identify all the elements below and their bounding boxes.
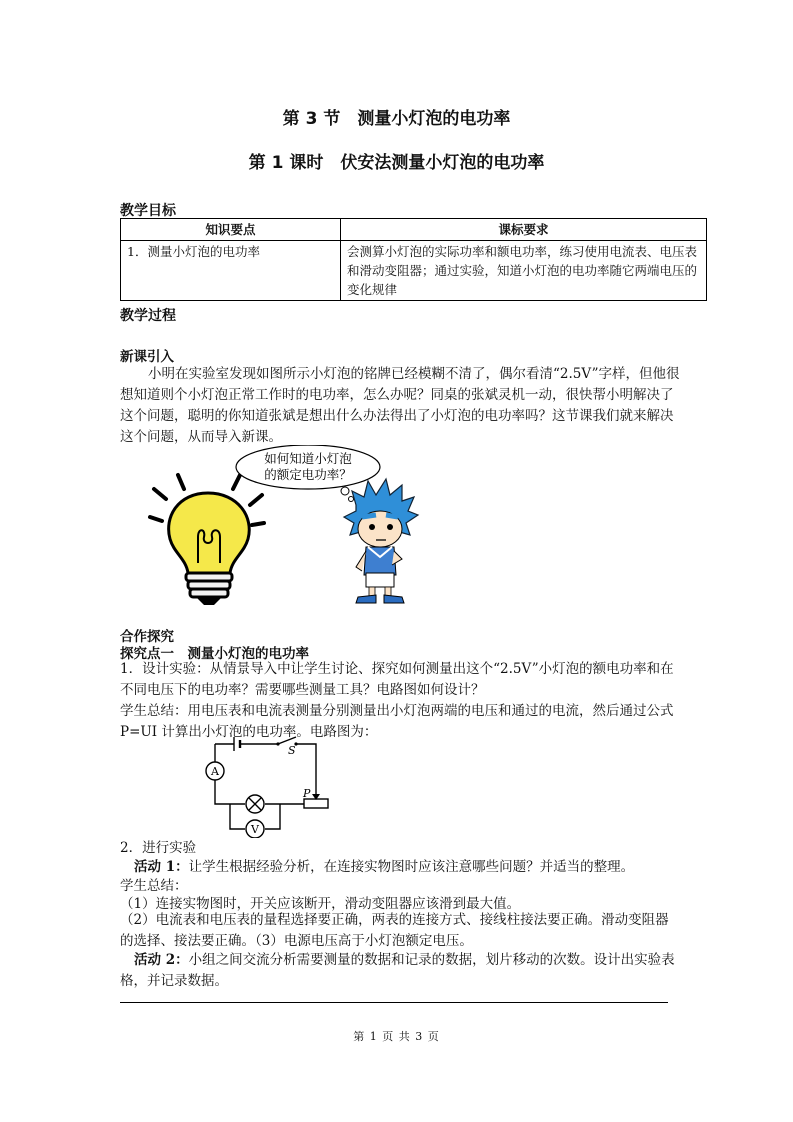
- bubble-text-line1: 如何知道小灯泡: [264, 451, 352, 466]
- slider-label: P: [303, 787, 311, 800]
- activity2: [120, 950, 680, 992]
- intro-paragraph: 小明在实验室发现如图所示小灯泡的铭牌已经模糊不清了，偶尔看清“2.5V”字样，但他很想知道则个小灯泡正常工作时的电功率，怎么办呢？同桌的张斌灵机一动，很快帮小明解决了这个问题，聪明的你知道张斌是想出什么办法得出了小灯泡的电功率吗？这节课我们就来解决这个问题，从而导入新课。: [120, 366, 680, 445]
- goals-heading: 教学目标: [120, 203, 176, 219]
- thought-bubble: [236, 445, 380, 502]
- light-bulb-icon: [150, 475, 264, 605]
- page-title: 第 3 节 测量小灯泡的电功率: [282, 109, 511, 129]
- process-heading: 教学过程: [120, 308, 176, 324]
- footer-rule: [120, 1002, 668, 1003]
- table-header-cell: 课标要求: [341, 219, 707, 241]
- table-header-cell: 知识要点: [121, 219, 341, 241]
- voltmeter-label: V: [251, 823, 259, 836]
- switch-lever: [278, 737, 296, 744]
- page-subtitle: 第 1 课时 伏安法测量小灯泡的电功率: [248, 153, 545, 173]
- activity1: [120, 857, 680, 878]
- explore-point-heading: 探究点一 测量小灯泡的电功率: [120, 646, 309, 662]
- summary1-paragraph: 学生总结：用电压表和电流表测量分别测量出小灯泡两端的电压和通过的电流，然后通过公式 P=UI 计算出小灯泡的电功率。电路图为：: [120, 703, 674, 740]
- circuit-diagram: [200, 734, 340, 838]
- step1-paragraph: 1．设计实验：从情景导入中让学生讨论、探究如何测量出这个“2.5V”小灯泡的额电功率和在不同电压下的电功率？需要哪些测量工具？电路图如何设计？: [120, 661, 674, 698]
- page-number: 第 1 页 共 3 页: [353, 1030, 440, 1043]
- summary2-item2: （2）电流表和电压表的量程选择要正确，两表的连接方式、接线柱接法要正确。滑动变阻器的选择、接法要正确。（3）电源电压高于小灯泡额定电压。: [120, 912, 669, 949]
- intro-illustration: [140, 445, 430, 610]
- rheostat-body: [304, 799, 328, 808]
- activity1-label: 活动 1：: [134, 859, 189, 875]
- ammeter-label: A: [211, 765, 219, 778]
- switch-label: S: [288, 744, 296, 757]
- intro-heading: 新课引入: [120, 349, 174, 365]
- bubble-text-line2: 的额定电功率？: [264, 467, 352, 482]
- explore-heading: 合作探究: [120, 629, 174, 645]
- activity1-text: 让学生根据经验分析，在连接实物图时应该注意哪些问题？并适当的整理。: [188, 859, 635, 875]
- table-header-row: [121, 219, 707, 241]
- step2-heading: 2．进行实验: [120, 840, 197, 856]
- summary2-item1: （1）连接实物图时，开关应该断开，滑动变阻器应该滑到最大值。: [120, 896, 521, 912]
- activity2-text: 小组之间交流分析需要测量的数据和记录的数据，划片移动的次数。设计出实验表格，并记录数据。: [120, 952, 675, 989]
- activity2-label: 活动 2：: [134, 952, 189, 968]
- table-cell: 1．测量小灯泡的电功率: [121, 241, 341, 301]
- summary2-label: 学生总结：: [120, 878, 188, 894]
- goals-table: [120, 218, 707, 301]
- table-cell: 会测算小灯泡的实际功率和额电功率，练习使用电流表、电压表和滑动变阻器；通过实验，知道小灯泡的电功率随它两端电压的变化规律: [341, 241, 707, 301]
- table-row: [121, 241, 707, 301]
- boy-cartoon-icon: [344, 479, 418, 603]
